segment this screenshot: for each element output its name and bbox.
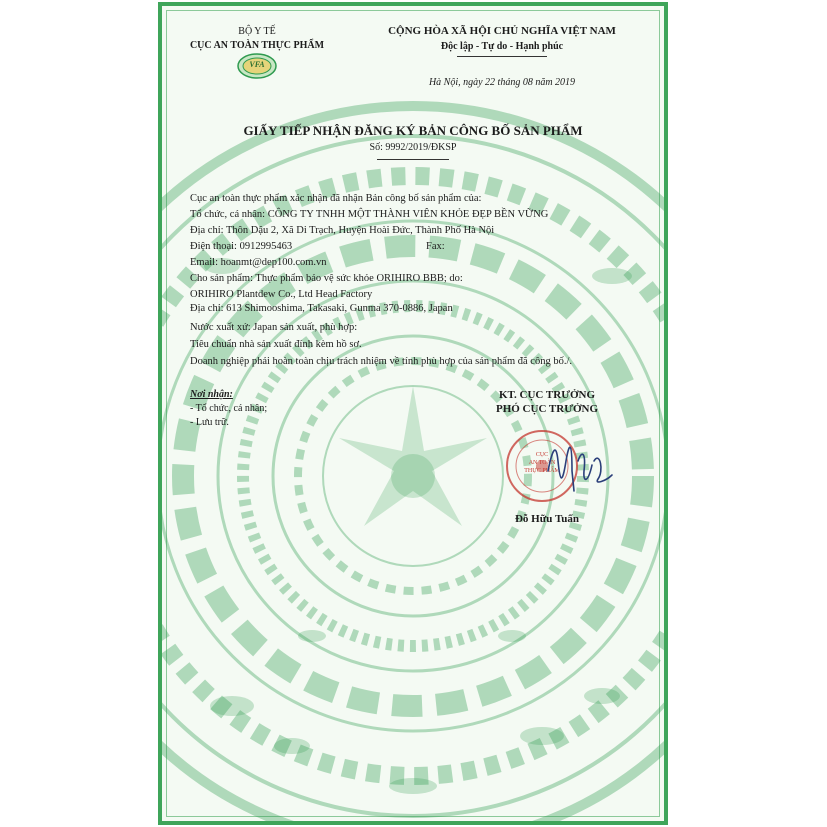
title-underline [377, 159, 449, 160]
body-line: ORIHIRO Plantdew Co., Ltd Head Factory [190, 289, 373, 300]
recipients-heading: Nơi nhận: [190, 389, 233, 400]
body-line: Cho sản phẩm: Thực phẩm bảo vệ sức khỏe ORIHIRO BBB; do: [190, 273, 463, 284]
handwritten-signature [542, 431, 622, 501]
body-line: Email: hoanmt@dep100.com.vn [190, 257, 327, 268]
recipient-item: - Lưu trữ. [190, 417, 229, 428]
body-line: Doanh nghiệp phải hoàn toàn chịu trách nhiệm về tính phù hợp của sản phẩm đã công bố./. [190, 356, 572, 367]
vfa-logo [236, 52, 278, 80]
body-line: Tiêu chuẩn nhà sản xuất đính kèm hồ sơ. [190, 339, 362, 350]
national-motto: Độc lập - Tự do - Hạnh phúc [440, 41, 564, 52]
motto-underline [457, 56, 547, 57]
document-title: GIẤY TIẾP NHẬN ĐĂNG KÝ BẢN CÔNG BỐ SẢN PHẨM [243, 123, 583, 138]
recipient-item: - Tổ chức, cá nhân; [190, 403, 268, 414]
document-frame [158, 2, 668, 825]
department-name: CỤC AN TOÀN THỰC PHẨM [189, 40, 325, 51]
country-name: CỘNG HÒA XÃ HỘI CHỦ NGHĨA VIỆT NAM [388, 25, 616, 37]
body-line: Nước xuất xứ: Japan sản xuất, phù hợp: [190, 322, 358, 333]
signer-role-acting: KT. CỤC TRƯỞNG [498, 389, 596, 401]
signer-role-deputy: PHÓ CỤC TRƯỞNG [495, 403, 599, 415]
seal-line: THỰC PHẨM [524, 468, 560, 474]
ministry-name: BỘ Y TẾ [238, 26, 276, 37]
seal-line: AN TOÀN [528, 460, 556, 466]
body-line: Cục an toàn thực phẩm xác nhận đã nhận Bản công bố sản phẩm của: [190, 193, 482, 204]
body-line: Địa chỉ: 613 Shimooshima, Takasaki, Gunma 370-0886, Japan [190, 303, 453, 314]
signer-name: Đỗ Hữu Tuấn [514, 513, 580, 525]
logo-text: VFA [249, 60, 265, 69]
body-line: Địa chỉ: Thôn Dậu 2, Xã Di Trạch, Huyện Hoài Đức, Thành Phố Hà Nội [190, 225, 495, 236]
body-line: Điện thoại: 0912995463 [190, 241, 293, 252]
document-number: Số: 9992/2019/ĐKSP [369, 142, 457, 153]
fax-label: Fax: [426, 241, 445, 252]
body-line: Tổ chức, cá nhân: CÔNG TY TNHH MỘT THÀNH VIÊN KHỎE ĐẸP BỀN VỮNG [190, 209, 549, 220]
place-date: Hà Nội, ngày 22 tháng 08 năm 2019 [428, 77, 576, 88]
document-content [162, 6, 664, 821]
seal-line: CỤC [535, 452, 549, 458]
